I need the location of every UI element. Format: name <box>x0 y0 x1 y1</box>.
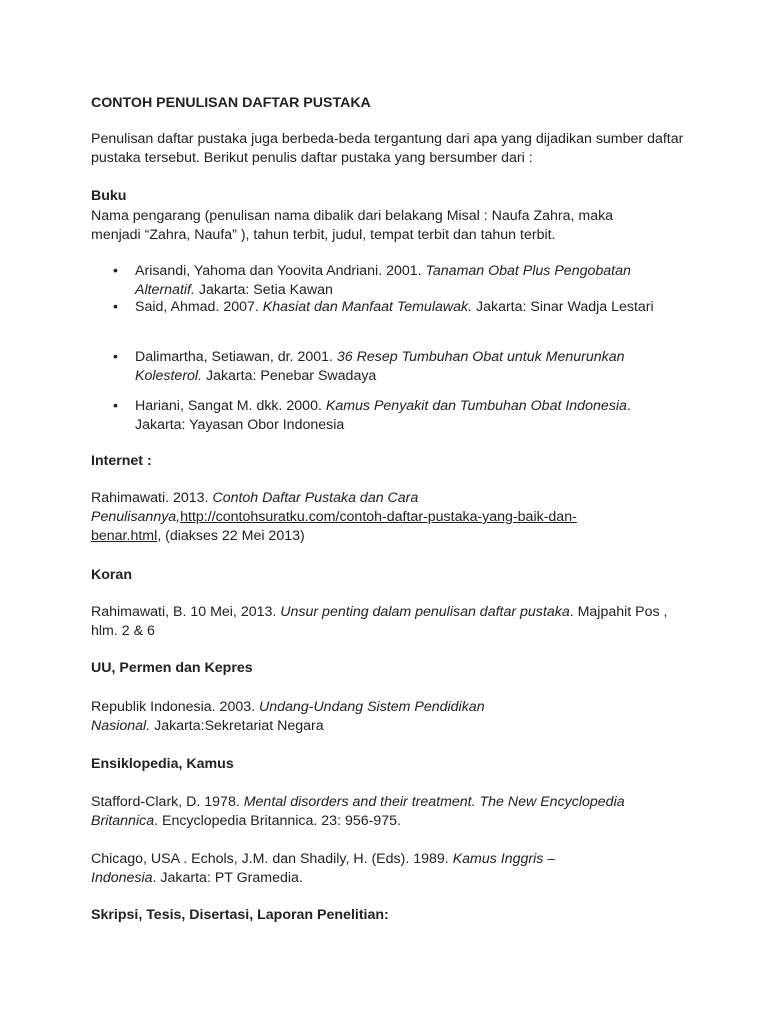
list-item: • Dalimartha, Setiawan, dr. 2001. 36 Resep Tumbuhan Obat untuk Menurunkan Kolesterol. Jakarta: Penebar Swadaya <box>113 349 625 384</box>
bullet-icon: • <box>113 349 118 365</box>
ensiklopedia-reference-2: Chicago, USA . Echols, J.M. dan Shadily, H. (Eds). 1989. Kamus Inggris – Indonesia. Jakarta: PT Gramedia. <box>91 851 556 886</box>
page-title: CONTOH PENULISAN DAFTAR PUSTAKA <box>91 95 371 111</box>
intro-paragraph: Penulisan daftar pustaka juga berbeda-beda tergantung dari apa yang dijadikan sumber daftar pustaka tersebut. Berikut penulis daftar pustaka yang bersumber dari : <box>91 131 684 166</box>
section-heading-internet: Internet : <box>91 453 152 469</box>
list-item: • Arisandi, Yahoma dan Yoovita Andriani. 2001. Tanaman Obat Plus Pengobatan Alternatif. Jakarta: Setia Kawan <box>113 263 631 298</box>
bullet-icon: • <box>113 263 118 279</box>
list-item: • Said, Ahmad. 2007. Khasiat dan Manfaat Temulawak. Jakarta: Sinar Wadja Lestari <box>113 299 654 315</box>
reference-link[interactable]: http://contohsuratku.com/contoh-daftar-pustaka-yang-baik-dan-benar.html <box>91 509 577 544</box>
buku-description: Nama pengarang (penulisan nama dibalik dari belakang Misal : Naufa Zahra, maka menjadi “Zahra, Naufa” ), tahun terbit, judul, tempat terbit dan tahun terbit. <box>91 208 614 243</box>
section-heading-buku: Buku <box>91 188 127 204</box>
koran-reference: Rahimawati, B. 10 Mei, 2013. Unsur penting dalam penulisan daftar pustaka. Majpahit Pos , hlm. 2 & 6 <box>91 604 668 639</box>
section-heading-skripsi: Skripsi, Tesis, Disertasi, Laporan Penelitian: <box>91 907 389 923</box>
section-heading-ensiklopedia: Ensiklopedia, Kamus <box>91 756 234 772</box>
bullet-icon: • <box>113 299 118 315</box>
bullet-icon: • <box>113 398 118 414</box>
list-item: • Hariani, Sangat M. dkk. 2000. Kamus Penyakit dan Tumbuhan Obat Indonesia. Jakarta: Yayasan Obor Indonesia <box>113 398 631 433</box>
section-heading-uu: UU, Permen dan Kepres <box>91 660 253 676</box>
uu-reference: Republik Indonesia. 2003. Undang-Undang Sistem Pendidikan Nasional. Jakarta:Sekretariat Negara <box>91 699 485 734</box>
internet-reference: Rahimawati. 2013. Contoh Daftar Pustaka dan Cara Penulisannya,http://contohsuratku.com/contoh-daftar-pustaka-yang-baik-dan-benar.html, (diakses 22 Mei 2013) <box>91 490 577 544</box>
section-heading-koran: Koran <box>91 567 132 583</box>
ensiklopedia-reference-1: Stafford-Clark, D. 1978. Mental disorders and their treatment. The New Encyclopedia Britannica. Encyclopedia Britannica. 23: 956-975. <box>91 794 625 829</box>
